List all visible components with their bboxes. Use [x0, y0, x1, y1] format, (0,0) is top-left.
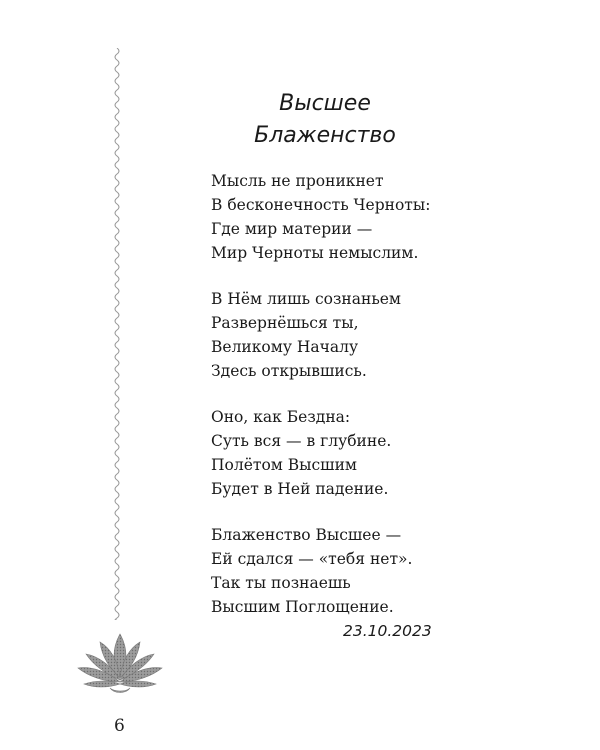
stanza: [211, 523, 430, 619]
poem-line: Где мир материи —: [211, 220, 373, 238]
poem-line: Оно, как Бездна:: [211, 408, 351, 426]
poem-line: Суть вся — в глубине.: [211, 432, 392, 450]
stanza: [211, 287, 430, 383]
lotus-icon: [74, 628, 166, 704]
wavy-divider-line: [110, 48, 124, 620]
poem-line: В Нём лишь сознаньем: [211, 290, 401, 308]
poem-line: Ей сдался — «тебя нет».: [211, 550, 413, 568]
poem-line: Здесь открывшись.: [211, 362, 367, 380]
poem-line: Великому Началу: [211, 338, 359, 356]
poem-line: Развернёшься ты,: [211, 314, 359, 332]
poem-line: Высшим Поглощение.: [211, 598, 394, 616]
poem-line: Полётом Высшим: [211, 456, 357, 474]
poem-date: 23.10.2023: [343, 622, 432, 640]
poem-line: Так ты познаешь: [211, 574, 351, 592]
poem-line: Мир Черноты немыслим.: [211, 244, 419, 262]
poem-title: [210, 88, 440, 152]
poem-line: Мысль не проникнет: [211, 172, 384, 190]
stanza: [211, 405, 430, 501]
poem-body: [211, 169, 430, 641]
poem-line: Блаженство Высшее —: [211, 526, 402, 544]
poem-line: Будет в Ней падение.: [211, 480, 389, 498]
poem-title-line-2: Блаженство: [254, 123, 396, 148]
poem-title-line-1: Высшее: [279, 91, 371, 116]
page-number: 6: [114, 716, 125, 736]
stanza: [211, 169, 430, 265]
poem-line: В бесконечность Черноты:: [211, 196, 431, 214]
